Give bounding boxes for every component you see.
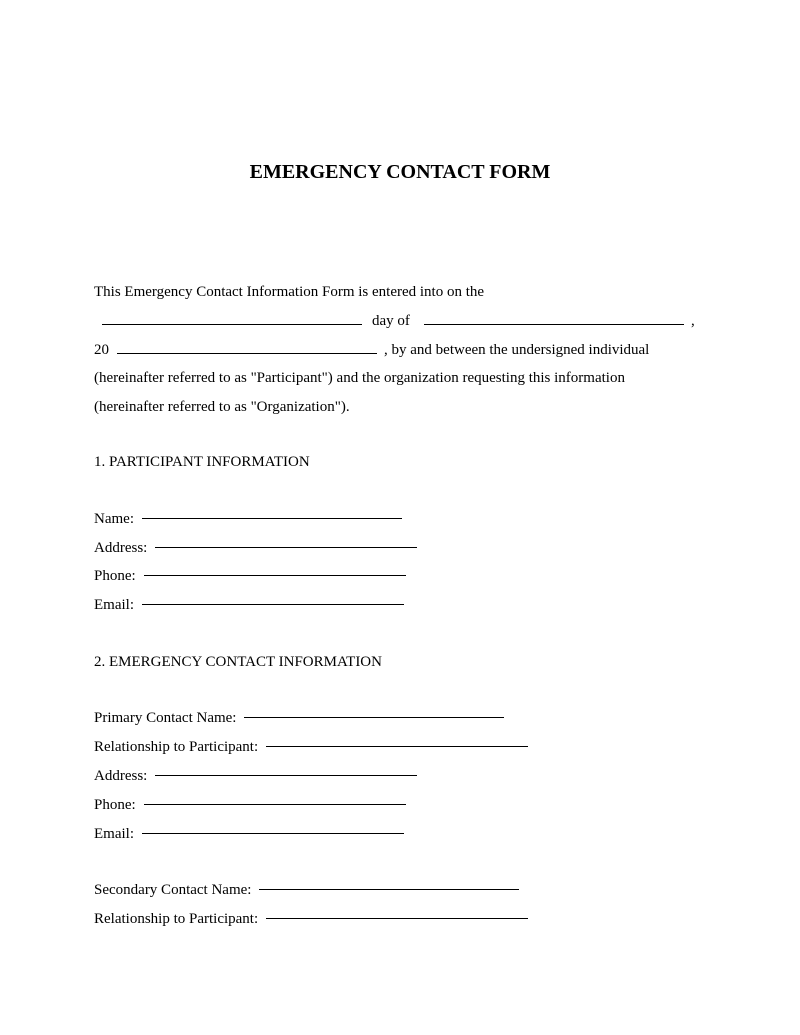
emergency-section-heading: 2. EMERGENCY CONTACT INFORMATION xyxy=(94,654,382,670)
primary-address-label: Address: xyxy=(94,768,148,784)
primary-relationship-row xyxy=(94,737,528,757)
secondary-relationship-row xyxy=(94,909,528,929)
secondary-name-field[interactable] xyxy=(259,889,519,890)
participant-email-field[interactable] xyxy=(142,604,404,605)
participant-address-field[interactable] xyxy=(155,547,417,548)
primary-name-label: Primary Contact Name: xyxy=(94,710,237,726)
participant-address-row xyxy=(94,538,417,558)
primary-relationship-field[interactable] xyxy=(266,746,528,747)
participant-address-label: Address: xyxy=(94,540,148,556)
primary-phone-label: Phone: xyxy=(94,797,136,813)
intro-line-5: (hereinafter referred to as "Organization"). xyxy=(94,399,350,415)
primary-email-label: Email: xyxy=(94,826,134,842)
participant-name-field[interactable] xyxy=(142,518,402,519)
year-blank[interactable] xyxy=(117,353,377,354)
participant-phone-field[interactable] xyxy=(144,575,406,576)
primary-address-field[interactable] xyxy=(155,775,417,776)
secondary-relationship-label: Relationship to Participant: xyxy=(94,911,259,927)
participant-section-heading: 1. PARTICIPANT INFORMATION xyxy=(94,454,310,470)
page-title: EMERGENCY CONTACT FORM xyxy=(249,161,551,183)
primary-phone-field[interactable] xyxy=(144,804,406,805)
primary-phone-row xyxy=(94,795,406,815)
participant-email-row xyxy=(94,595,404,615)
primary-email-field[interactable] xyxy=(142,833,404,834)
day-blank[interactable] xyxy=(102,324,362,325)
intro-line-4: (hereinafter referred to as "Participant") and the organization requesting this information xyxy=(94,370,625,386)
primary-relationship-label: Relationship to Participant: xyxy=(94,739,259,755)
intro-comma: , xyxy=(691,313,695,329)
intro-day-of: day of xyxy=(372,313,410,329)
intro-line-3-tail: , by and between the undersigned individual xyxy=(384,342,650,358)
participant-email-label: Email: xyxy=(94,597,134,613)
primary-name-row xyxy=(94,708,504,728)
secondary-name-row xyxy=(94,880,519,900)
primary-email-row xyxy=(94,824,404,844)
secondary-name-label: Secondary Contact Name: xyxy=(94,882,252,898)
participant-name-row xyxy=(94,509,402,529)
intro-line-1: This Emergency Contact Information Form is entered into on the xyxy=(94,284,485,300)
participant-name-label: Name: xyxy=(94,511,134,527)
participant-phone-row xyxy=(94,566,406,586)
participant-phone-label: Phone: xyxy=(94,568,136,584)
primary-name-field[interactable] xyxy=(244,717,504,718)
month-blank[interactable] xyxy=(424,324,684,325)
secondary-relationship-field[interactable] xyxy=(266,918,528,919)
primary-address-row xyxy=(94,766,417,786)
intro-year-prefix: 20 xyxy=(94,342,109,358)
